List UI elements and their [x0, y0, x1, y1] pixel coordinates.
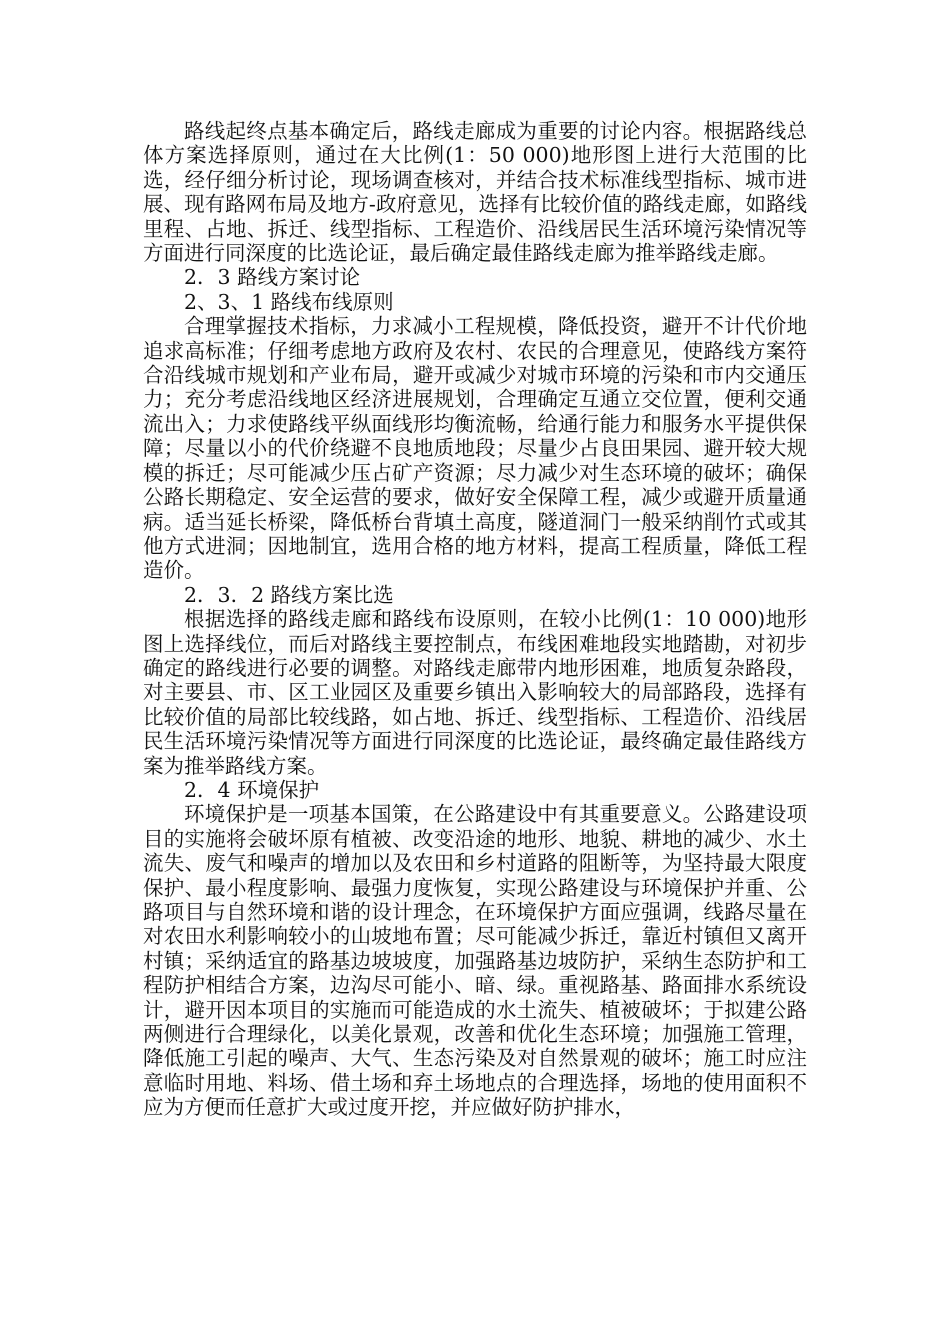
paragraph-route-comparison: 根据选择的路线走廊和路线布设原则，在较小比例(1：10 000)地形图上选择线位，而后对路线主要控制点，布线困难地段实地踏勘，对初步确定的路线进行必要的调整。对路线走廊带内地形困难，地质复杂路段，对主要县、市、区工业园区及重要乡镇出入影响较大的局部路段，选择有比较价值的局部比较线路，如占地、拆迁、线型指标、工程造价、沿线居民生活环境污染情况等方面进行同深度的比选论证，最终确定最佳路线方案为推举路线方案。 [143, 607, 807, 778]
section-heading-2-3: 2．3 路线方案讨论 [184, 265, 361, 290]
paragraph-route-corridor: 路线起终点基本确定后，路线走廊成为重要的讨论内容。根据路线总体方案选择原则，通过在大比例(1：50 000)地形图上进行大范围的比选，经仔细分析讨论，现场调查核对，并结合技术标准线型指标、城市进展、现有路网布局及地方-政府意见，选择有比较价值的路线走廊，如路线里程、占地、拆迁、线型指标、工程造价、沿线居民生活环境污染情况等方面进行同深度的比选论证，最后确定最佳路线走廊为推举路线走廊。 [143, 119, 807, 266]
paragraph-routing-principles: 合理掌握技术指标，力求减小工程规模，降低投资，避开不计代价地追求高标准；仔细考虑地方政府及农村、农民的合理意见，使路线方案符合沿线城市规划和产业布局，避开或减少对城市环境的污染和市内交通压力；充分考虑沿线地区经济进展规划，合理确定互通立交位置，便利交通流出入；力求使路线平纵面线形均衡流畅，给通行能力和服务水平提供保障；尽量以小的代价绕避不良地质地段；尽量少占良田果园、避开较大规模的拆迁；尽可能减少压占矿产资源；尽力减少对生态环境的破坏；确保公路长期稳定、安全运营的要求，做好安全保障工程，减少或避开质量通病。适当延长桥梁，降低桥台背填土高度，隧道洞门一般采纳削竹式或其他方式进洞；因地制宜，选用合格的地方材料，提高工程质量，降低工程造价。 [143, 314, 807, 583]
section-heading-2-3-1: 2、3、1 路线布线原则 [184, 289, 394, 314]
document-page [143, 119, 807, 1120]
section-heading-2-4: 2．4 环境保护 [184, 777, 320, 802]
section-heading-2-3-2: 2．3．2 路线方案比选 [184, 582, 394, 607]
paragraph-environment-protection: 环境保护是一项基本国策，在公路建设中有其重要意义。公路建设项目的实施将会破坏原有植被、改变沿途的地形、地貌、耕地的减少、水土流失、废气和噪声的增加以及农田和乡村道路的阻断等，为坚持最大限度保护、最小程度影响、最强力度恢复，实现公路建设与环境保护并重、公路项目与自然环境和谐的设计理念，在环境保护方面应强调，线路尽量在对农田水利影响较小的山坡地布置；尽可能减少拆迁，靠近村镇但又离开村镇；采纳适宜的路基边坡坡度，加强路基边坡防护，采纳生态防护和工程防护相结合方案，边沟尽可能小、暗、绿。重视路基、路面排水系统设计，避开因本项目的实施而可能造成的水土流失、植被破坏；于拟建公路两侧进行合理绿化，以美化景观，改善和优化生态环境；加强施工管理，降低施工引起的噪声、大气、生态污染及对自然景观的破坏；施工时应注意临时用地、料场、借土场和弃土场地点的合理选择，场地的使用面积不应为方便而任意扩大或过度开挖，并应做好防护排水， [143, 802, 807, 1120]
